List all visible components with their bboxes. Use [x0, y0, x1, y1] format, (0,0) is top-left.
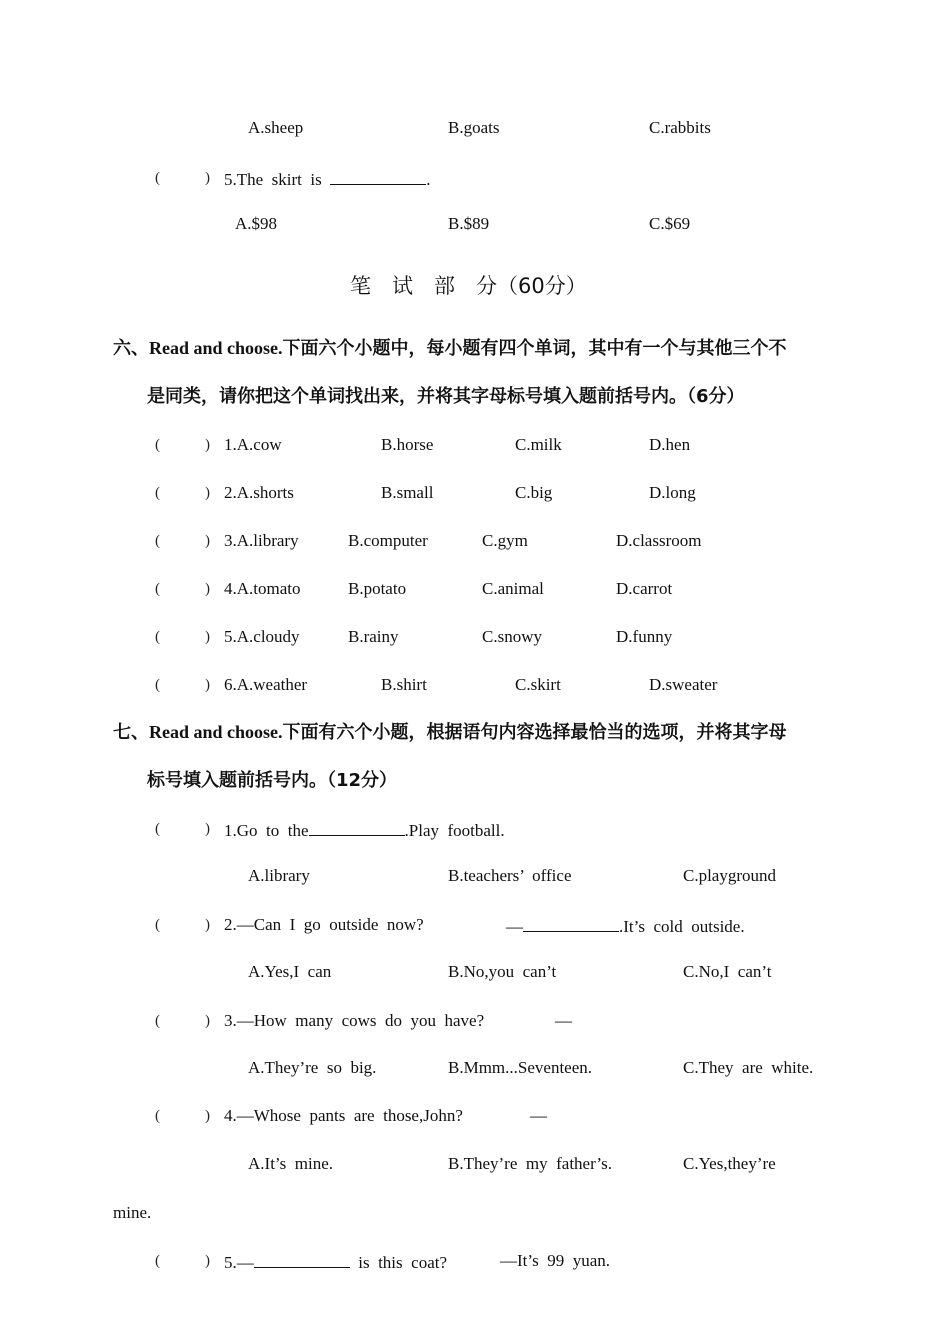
- item-5-option-b: B.rainy: [348, 627, 399, 646]
- section-title: 笔 试 部 分（60分）: [350, 274, 587, 298]
- answer-paren-open[interactable]: (: [155, 485, 160, 501]
- item-3-option-c: C.gym: [482, 531, 528, 550]
- item-2-option-a: 2.A.shorts: [224, 483, 294, 502]
- q1-option-a: A.library: [248, 866, 310, 885]
- answer-paren-open[interactable]: (: [155, 821, 160, 837]
- answer-paren-close: ): [205, 485, 210, 501]
- item-2-option-d: D.long: [649, 483, 696, 502]
- q1-option-b: B.teachers’ office: [448, 866, 572, 885]
- item-4-option-a: 4.A.tomato: [224, 579, 301, 598]
- answer-paren-close: ): [205, 1253, 210, 1269]
- section-en-instruction: Read and choose.: [149, 338, 283, 358]
- stem-text: 5.—: [224, 1253, 254, 1272]
- item-1-option-b: B.horse: [381, 435, 434, 454]
- answer-paren-open[interactable]: (: [155, 581, 160, 597]
- section-en-instruction: Read and choose.: [149, 722, 283, 742]
- section-6-heading-cont: 是同类，请你把这个单词找出来，并将其字母标号填入题前括号内。（6分）: [147, 386, 745, 407]
- answer-blank[interactable]: [309, 819, 405, 836]
- q4-option-c: C.Yes,they’re: [683, 1154, 776, 1173]
- item-5-option-d: D.funny: [616, 627, 673, 646]
- item-4-option-b: B.potato: [348, 579, 407, 598]
- answer-paren-open[interactable]: (: [155, 170, 160, 186]
- stem-text-end: is this coat?: [349, 1253, 448, 1272]
- item-4-option-d: D.carrot: [616, 579, 673, 598]
- answer-paren-open[interactable]: (: [155, 1108, 160, 1124]
- item-6-option-b: B.shirt: [381, 675, 427, 694]
- item-3-option-d: D.classroom: [616, 531, 702, 550]
- option-b: B.goats: [448, 118, 500, 137]
- question-3-reply: —: [555, 1011, 572, 1030]
- item-5-option-a: 5.A.cloudy: [224, 627, 300, 646]
- section-7-heading-cont: 标号填入题前括号内。（12分）: [147, 770, 398, 791]
- stem-text-end: .Play football.: [404, 821, 505, 840]
- q4-option-b: B.They’re my father’s.: [448, 1154, 612, 1173]
- question-4-stem: 4.—Whose pants are those,John?: [224, 1106, 463, 1125]
- answer-paren-close: ): [205, 1108, 210, 1124]
- stem-text: 5.The skirt is: [224, 170, 331, 189]
- answer-paren-close: ): [205, 437, 210, 453]
- q3-option-b: B.Mmm...Seventeen.: [448, 1058, 593, 1077]
- answer-paren-open[interactable]: (: [155, 1013, 160, 1029]
- answer-paren-open[interactable]: (: [155, 629, 160, 645]
- item-1-option-d: D.hen: [649, 435, 691, 454]
- q3-option-a: A.They’re so big.: [248, 1058, 377, 1077]
- item-1-option-c: C.milk: [515, 435, 562, 454]
- answer-paren-close: ): [205, 1013, 210, 1029]
- q2-option-c: C.No,I can’t: [683, 962, 772, 981]
- answer-blank[interactable]: [254, 1251, 350, 1268]
- option-a: A.sheep: [248, 118, 304, 137]
- question-2-stem: 2.—Can I go outside now?: [224, 915, 424, 934]
- answer-paren-open[interactable]: (: [155, 677, 160, 693]
- answer-paren-close: ): [205, 821, 210, 837]
- answer-paren-close: ): [205, 917, 210, 933]
- q4-option-a: A.It’s mine.: [248, 1154, 333, 1173]
- question-4-reply: —: [530, 1106, 547, 1125]
- stem-text: 1.Go to the: [224, 821, 309, 840]
- question-5-reply: —It’s 99 yuan.: [500, 1251, 611, 1270]
- option-a: A.$98: [235, 214, 278, 233]
- q2-option-a: A.Yes,I can: [248, 962, 332, 981]
- item-2-option-b: B.small: [381, 483, 434, 502]
- q4-option-c-wrap: mine.: [113, 1203, 152, 1222]
- answer-paren-open[interactable]: (: [155, 533, 160, 549]
- answer-paren-close: ): [205, 629, 210, 645]
- section-cn-instruction: 下面有六个小题，根据语句内容选择最恰当的选项，并将其字母: [282, 722, 787, 743]
- option-c: C.rabbits: [649, 118, 711, 137]
- q2-option-b: B.No,you can’t: [448, 962, 557, 981]
- section-number: 六、: [113, 338, 149, 359]
- answer-paren-close: ): [205, 533, 210, 549]
- item-4-option-c: C.animal: [482, 579, 544, 598]
- item-3-option-a: 3.A.library: [224, 531, 299, 550]
- item-3-option-b: B.computer: [348, 531, 428, 550]
- item-2-option-c: C.big: [515, 483, 553, 502]
- question-1-stem: [224, 819, 505, 841]
- answer-paren-open[interactable]: (: [155, 1253, 160, 1269]
- reply-text: .It’s cold outside.: [619, 917, 745, 936]
- section-number: 七、: [113, 722, 149, 743]
- answer-blank[interactable]: [330, 168, 426, 185]
- q3-option-c: C.They are white.: [683, 1058, 814, 1077]
- section-6-heading: [113, 338, 787, 359]
- answer-paren-close: ): [205, 677, 210, 693]
- item-5-option-c: C.snowy: [482, 627, 542, 646]
- item-6-option-d: D.sweater: [649, 675, 718, 694]
- q1-option-c: C.playground: [683, 866, 777, 885]
- section-7-heading: [113, 722, 787, 743]
- dash: —: [506, 917, 523, 936]
- item-6-option-c: C.skirt: [515, 675, 561, 694]
- item-6-option-a: 6.A.weather: [224, 675, 308, 694]
- answer-paren-close: ): [205, 170, 210, 186]
- question-3-stem: 3.—How many cows do you have?: [224, 1011, 485, 1030]
- answer-paren-open[interactable]: (: [155, 917, 160, 933]
- answer-paren-close: ): [205, 581, 210, 597]
- question-2-reply: [506, 915, 745, 937]
- section-cn-instruction: 下面六个小题中，每小题有四个单词，其中有一个与其他三个不: [282, 338, 787, 359]
- answer-blank[interactable]: [523, 915, 619, 932]
- question-stem: [224, 168, 431, 190]
- option-b: B.$89: [448, 214, 490, 233]
- option-c: C.$69: [649, 214, 691, 233]
- answer-paren-open[interactable]: (: [155, 437, 160, 453]
- stem-text-end: .: [426, 170, 431, 189]
- question-5-stem: [224, 1251, 447, 1273]
- item-1-option-a: 1.A.cow: [224, 435, 282, 454]
